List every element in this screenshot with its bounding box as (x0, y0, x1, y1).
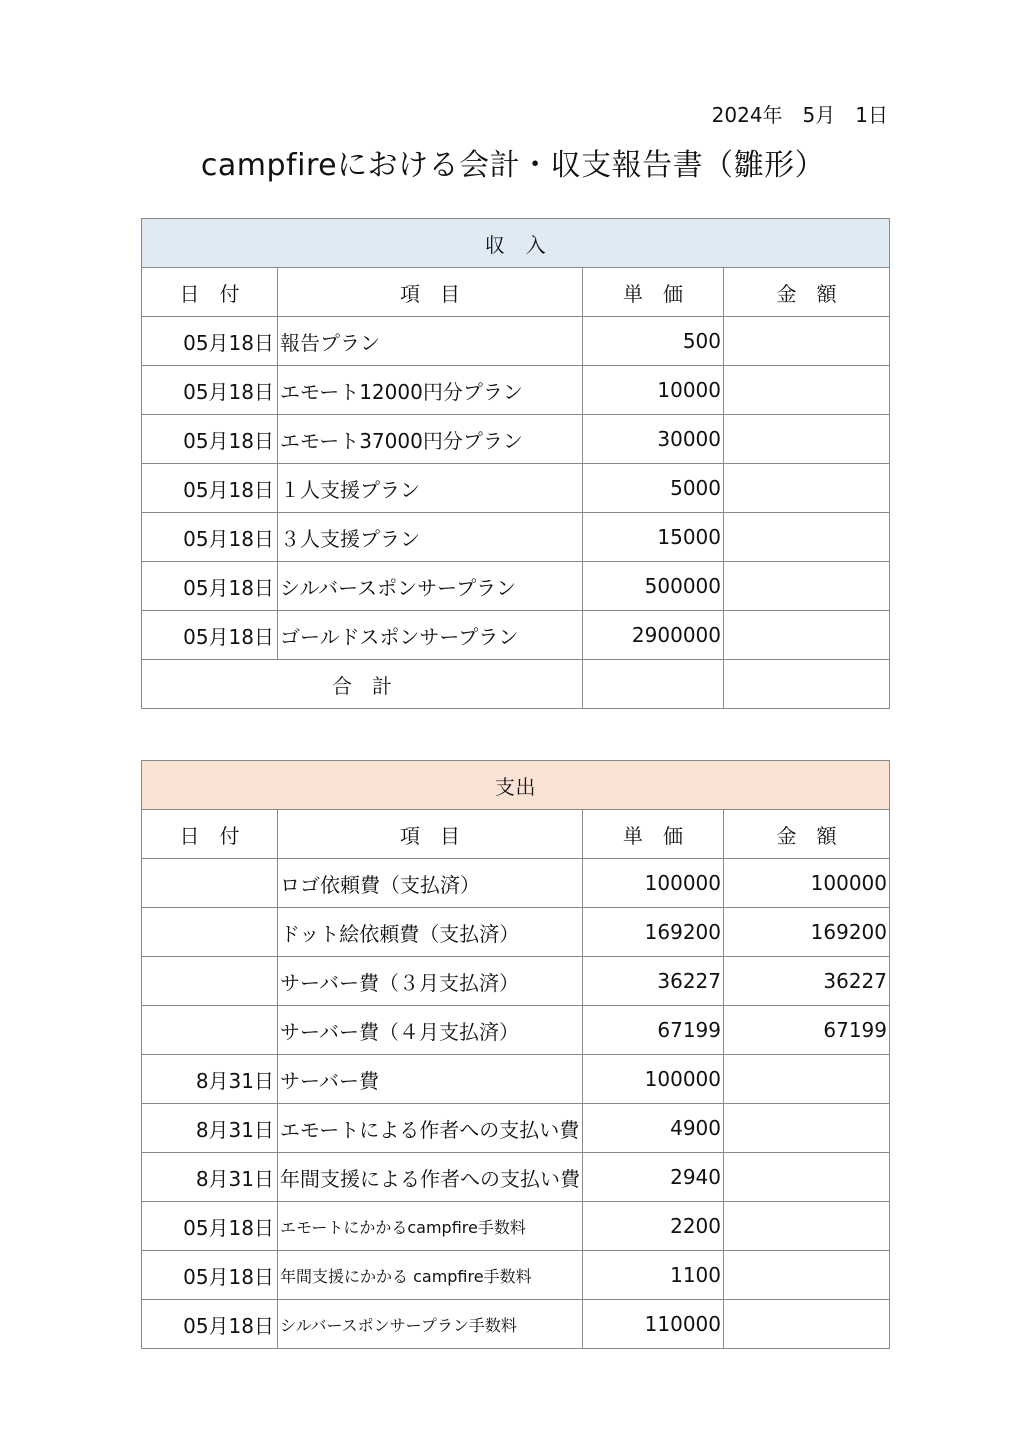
table-row (142, 513, 890, 562)
table-row (142, 1006, 890, 1055)
row-unit-price: 10000 (583, 366, 724, 415)
row-unit-price: 4900 (583, 1104, 724, 1153)
row-date: 8月31日 (142, 1055, 278, 1104)
table-row (142, 1251, 890, 1300)
row-unit-price: 67199 (583, 1006, 724, 1055)
row-date: 05月18日 (142, 1251, 278, 1300)
expense-header-item: 項 目 (278, 810, 583, 859)
row-item: シルバースポンサープラン手数料 (278, 1300, 583, 1349)
row-unit-price: 100000 (583, 859, 724, 908)
document-date: 2024年 5月 1日 (711, 103, 888, 127)
page-title: campfireにおける会計・収支報告書（雛形） (200, 148, 826, 183)
row-item: １人支援プラン (278, 464, 583, 513)
expense-table (141, 760, 890, 1349)
row-item: シルバースポンサープラン (278, 562, 583, 611)
row-amount (724, 1153, 890, 1202)
row-date: 05月18日 (142, 1202, 278, 1251)
table-row (142, 1153, 890, 1202)
income-total-amount (724, 660, 890, 709)
income-header-date: 日 付 (142, 268, 278, 317)
row-amount: 67199 (724, 1006, 890, 1055)
table-row (142, 1104, 890, 1153)
row-amount (724, 1202, 890, 1251)
row-date: 05月18日 (142, 562, 278, 611)
income-header-item: 項 目 (278, 268, 583, 317)
row-date: 05月18日 (142, 415, 278, 464)
table-row (142, 908, 890, 957)
income-column-headers (142, 268, 890, 317)
row-date: 8月31日 (142, 1104, 278, 1153)
table-row (142, 611, 890, 660)
row-item: エモート12000円分プラン (278, 366, 583, 415)
row-item: 報告プラン (278, 317, 583, 366)
row-amount (724, 1055, 890, 1104)
table-row (142, 415, 890, 464)
row-unit-price: 100000 (583, 1055, 724, 1104)
row-item: ３人支援プラン (278, 513, 583, 562)
row-amount (724, 366, 890, 415)
table-row (142, 859, 890, 908)
row-item: サーバー費 (278, 1055, 583, 1104)
row-date (142, 908, 278, 957)
row-item: ゴールドスポンサープラン (278, 611, 583, 660)
income-section-header (142, 219, 890, 268)
row-amount (724, 562, 890, 611)
expense-column-headers (142, 810, 890, 859)
row-date (142, 1006, 278, 1055)
row-date: 05月18日 (142, 317, 278, 366)
table-row (142, 957, 890, 1006)
row-date (142, 957, 278, 1006)
row-item: サーバー費（４月支払済） (278, 1006, 583, 1055)
row-item: 年間支援にかかる campfire手数料 (278, 1251, 583, 1300)
row-amount (724, 464, 890, 513)
expense-section-header (142, 761, 890, 810)
row-item: エモートにかかるcampfire手数料 (278, 1202, 583, 1251)
row-date: 05月18日 (142, 513, 278, 562)
table-row (142, 317, 890, 366)
row-date: 05月18日 (142, 611, 278, 660)
row-unit-price: 36227 (583, 957, 724, 1006)
table-row (142, 562, 890, 611)
row-date (142, 859, 278, 908)
income-total-row (142, 660, 890, 709)
row-date: 05月18日 (142, 464, 278, 513)
row-unit-price: 169200 (583, 908, 724, 957)
row-item: エモートによる作者への支払い費 (278, 1104, 583, 1153)
row-amount (724, 1300, 890, 1349)
row-unit-price: 2200 (583, 1202, 724, 1251)
row-amount (724, 611, 890, 660)
row-unit-price: 2940 (583, 1153, 724, 1202)
row-unit-price: 500000 (583, 562, 724, 611)
table-row (142, 464, 890, 513)
expense-section-label: 支出 (142, 761, 890, 810)
income-header-amount: 金 額 (724, 268, 890, 317)
row-unit-price: 1100 (583, 1251, 724, 1300)
row-amount: 36227 (724, 957, 890, 1006)
row-unit-price: 5000 (583, 464, 724, 513)
expense-header-unit-price: 単 価 (583, 810, 724, 859)
row-date: 8月31日 (142, 1153, 278, 1202)
income-header-unit-price: 単 価 (583, 268, 724, 317)
row-item: サーバー費（３月支払済） (278, 957, 583, 1006)
row-unit-price: 2900000 (583, 611, 724, 660)
table-row (142, 1202, 890, 1251)
table-row (142, 366, 890, 415)
expense-header-date: 日 付 (142, 810, 278, 859)
income-total-label: 合 計 (142, 660, 583, 709)
row-item: エモート37000円分プラン (278, 415, 583, 464)
row-item: ロゴ依頼費（支払済） (278, 859, 583, 908)
row-amount (724, 415, 890, 464)
expense-header-amount: 金 額 (724, 810, 890, 859)
row-item: 年間支援による作者への支払い費 (278, 1153, 583, 1202)
row-amount (724, 513, 890, 562)
row-unit-price: 500 (583, 317, 724, 366)
row-unit-price: 15000 (583, 513, 724, 562)
row-unit-price: 30000 (583, 415, 724, 464)
table-row (142, 1300, 890, 1349)
row-date: 05月18日 (142, 1300, 278, 1349)
row-amount (724, 1251, 890, 1300)
row-date: 05月18日 (142, 366, 278, 415)
row-amount: 169200 (724, 908, 890, 957)
income-total-unit-price (583, 660, 724, 709)
income-table (141, 218, 890, 709)
income-section-label: 収 入 (142, 219, 890, 268)
row-amount: 100000 (724, 859, 890, 908)
table-row (142, 1055, 890, 1104)
row-item: ドット絵依頼費（支払済） (278, 908, 583, 957)
row-unit-price: 110000 (583, 1300, 724, 1349)
row-amount (724, 1104, 890, 1153)
row-amount (724, 317, 890, 366)
